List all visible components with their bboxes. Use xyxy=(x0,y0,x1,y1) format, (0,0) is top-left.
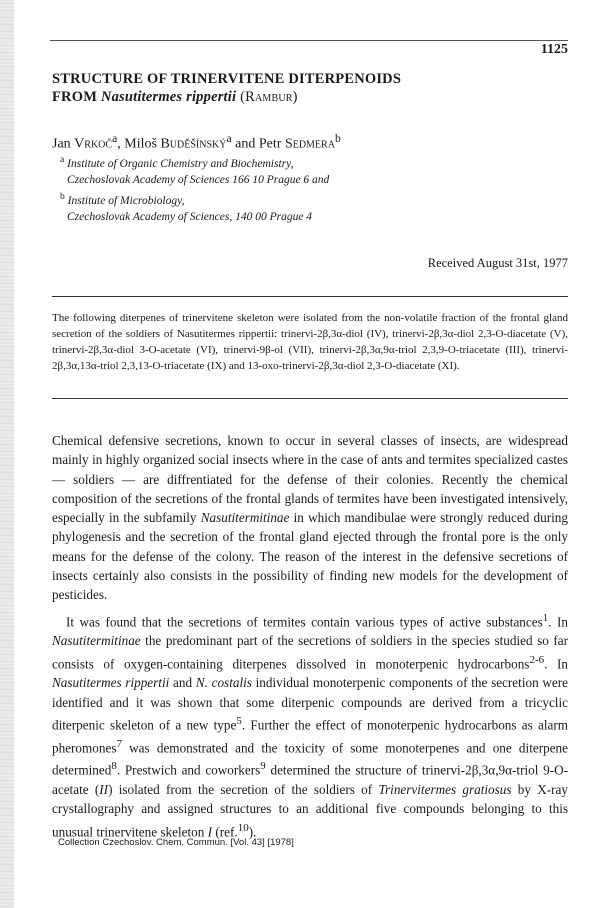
species-name: Trinervitermes gratiosus xyxy=(378,782,512,797)
abstract-top-rule xyxy=(52,296,568,297)
compound-number: II xyxy=(99,782,109,797)
title-species-author: (Rambur) xyxy=(240,89,298,105)
citation: 7 xyxy=(116,737,122,750)
affiliations xyxy=(60,152,570,226)
author-2-first: Miloš xyxy=(124,136,157,152)
citation: 1 xyxy=(542,611,549,624)
paragraph-1: Chemical defensive secretions, known to occur in several classes of insects, are widespread mainly in highly organized social insects where in the case of ants and termites specialized castes — soldiers — are diffrentiated for the defense of their colonies. Recently the chemical composition of the secretions of the frontal glands of termites have been investigated intensively, especially in the subfamily Nasutitermitinae in which mandibulae were strongly reduced during phylogenesis and the secretion of the frontal gland ejected through the frontal pore is the only means for the defense of the colony. The reason of the interest in the defensive secretions of insects certainly also consists in the possibility of finding new models for the development of pesticides. xyxy=(52,433,568,603)
affil-a-line-2: Czechoslovak Academy of Sciences 166 10 Prague 6 and xyxy=(67,174,330,187)
paper-title xyxy=(52,70,572,106)
affil-a-line-1: Institute of Organic Chemistry and Biochemistry, xyxy=(67,157,294,170)
title-line-1: STRUCTURE OF TRINERVITENE DITERPENOIDS xyxy=(52,71,402,87)
compound-number: I xyxy=(207,823,213,839)
author-2-affil: a xyxy=(226,132,232,145)
genus-name: Nasutitermitinae xyxy=(200,510,290,526)
author-list: Jan Vrkoč$^a$, Miloš Buděšínský$^a$ and Petr Sedmera$^b$ xyxy=(52,132,341,152)
page-number: 1125 xyxy=(540,42,568,57)
author-3-first: Petr xyxy=(258,136,282,152)
title-line-2 xyxy=(52,88,572,106)
scan-edge-artifact xyxy=(0,0,14,908)
citation: 9 xyxy=(260,760,266,773)
author-3-affil: b xyxy=(334,132,341,145)
body-text xyxy=(52,431,568,841)
journal-footer: Collection Czechoslov. Chem. Commun. [Vol. 43] [1978] xyxy=(58,837,294,848)
species-name: Nasutitermes rippertii xyxy=(52,675,170,691)
citation: 2-6 xyxy=(529,653,545,666)
title-from: FROM xyxy=(52,89,98,105)
affil-b-line-1: Institute of Microbiology, xyxy=(67,194,185,207)
genus-name: Nasutitermitinae xyxy=(52,633,141,649)
affil-b-line-2: Czechoslovak Academy of Sciences, 140 00 Prague 4 xyxy=(67,211,313,224)
paragraph-2: It was found that the secretions of termites contain various types of active substances$^1$. In Nasutitermitinae the predominant part of the secretions of soldiers in the species studied so far consists of oxygen-containing diterpenes dissolved in monoterpenic hydrocarbons$^{2-6}$. In Nasutitermes rippertii and N. costalis individual monoterpenic components of the secretion were identified and it was shown that some diterpenic compounds are derived from a tricyclic diterpenic skeleton of a new type$^5$. Further the effect of monoterpenic hydrocarbons as alarm pheromones$^7$ was demonstrated and the toxicity of some monoterpenes and one diterpene determined$^8$. Prestwich and coworkers$^9$ determined the structure of trinervi-2β,3α,9α-triol 9-O-acetate (II) isolated from the secretion of the soldiers of Trinervitermes gratiosus by X-ray crystallography and assigned structures to an additional five compounds belonging to this unusual trinervitene skeleton I (ref.$^{10}$). xyxy=(52,611,569,839)
author-1-last: Vrkoč xyxy=(74,136,113,152)
citation: 5 xyxy=(236,714,242,727)
author-1-first: Jan xyxy=(52,136,71,152)
author-3-last: Sedmera xyxy=(284,136,335,152)
abstract-bottom-rule xyxy=(52,398,568,399)
author-1-affil: a xyxy=(112,132,118,145)
citation: 8 xyxy=(111,760,117,773)
citation: 10 xyxy=(237,821,249,834)
header-rule xyxy=(50,40,568,41)
affil-b-marker: b xyxy=(60,190,65,202)
species-name: N. costalis xyxy=(195,675,252,691)
author-and: and xyxy=(235,136,256,152)
abstract: The following diterpenes of trinervitene skeleton were isolated from the non-volatile fraction of the frontal gland secretion of the soldiers of Nasutitermes rippertii: trinervi-2β,3α-diol (IV), trinervi-2β,3α-diol 2,3-O-diacetate (V), trinervi-2β,3α-diol 3-O-acetate (VI), trinervi-9β-ol (VII), trinervi-2β,3α,9α-triol 2,3,9-O-triacetate (III), trinervi-2β,3α,13α-triol 2,3,13-O-triacetate (IX) and 13-oxo-trinervi-2β,3α-diol 2,3-O-diacetate (XI). xyxy=(52,312,568,372)
received-date: Received August 31st, 1977 xyxy=(427,256,568,270)
author-2-last: Buděšínský xyxy=(160,136,227,152)
affil-a-marker: a xyxy=(60,154,65,165)
title-species: Nasutitermes rippertii xyxy=(100,89,237,105)
